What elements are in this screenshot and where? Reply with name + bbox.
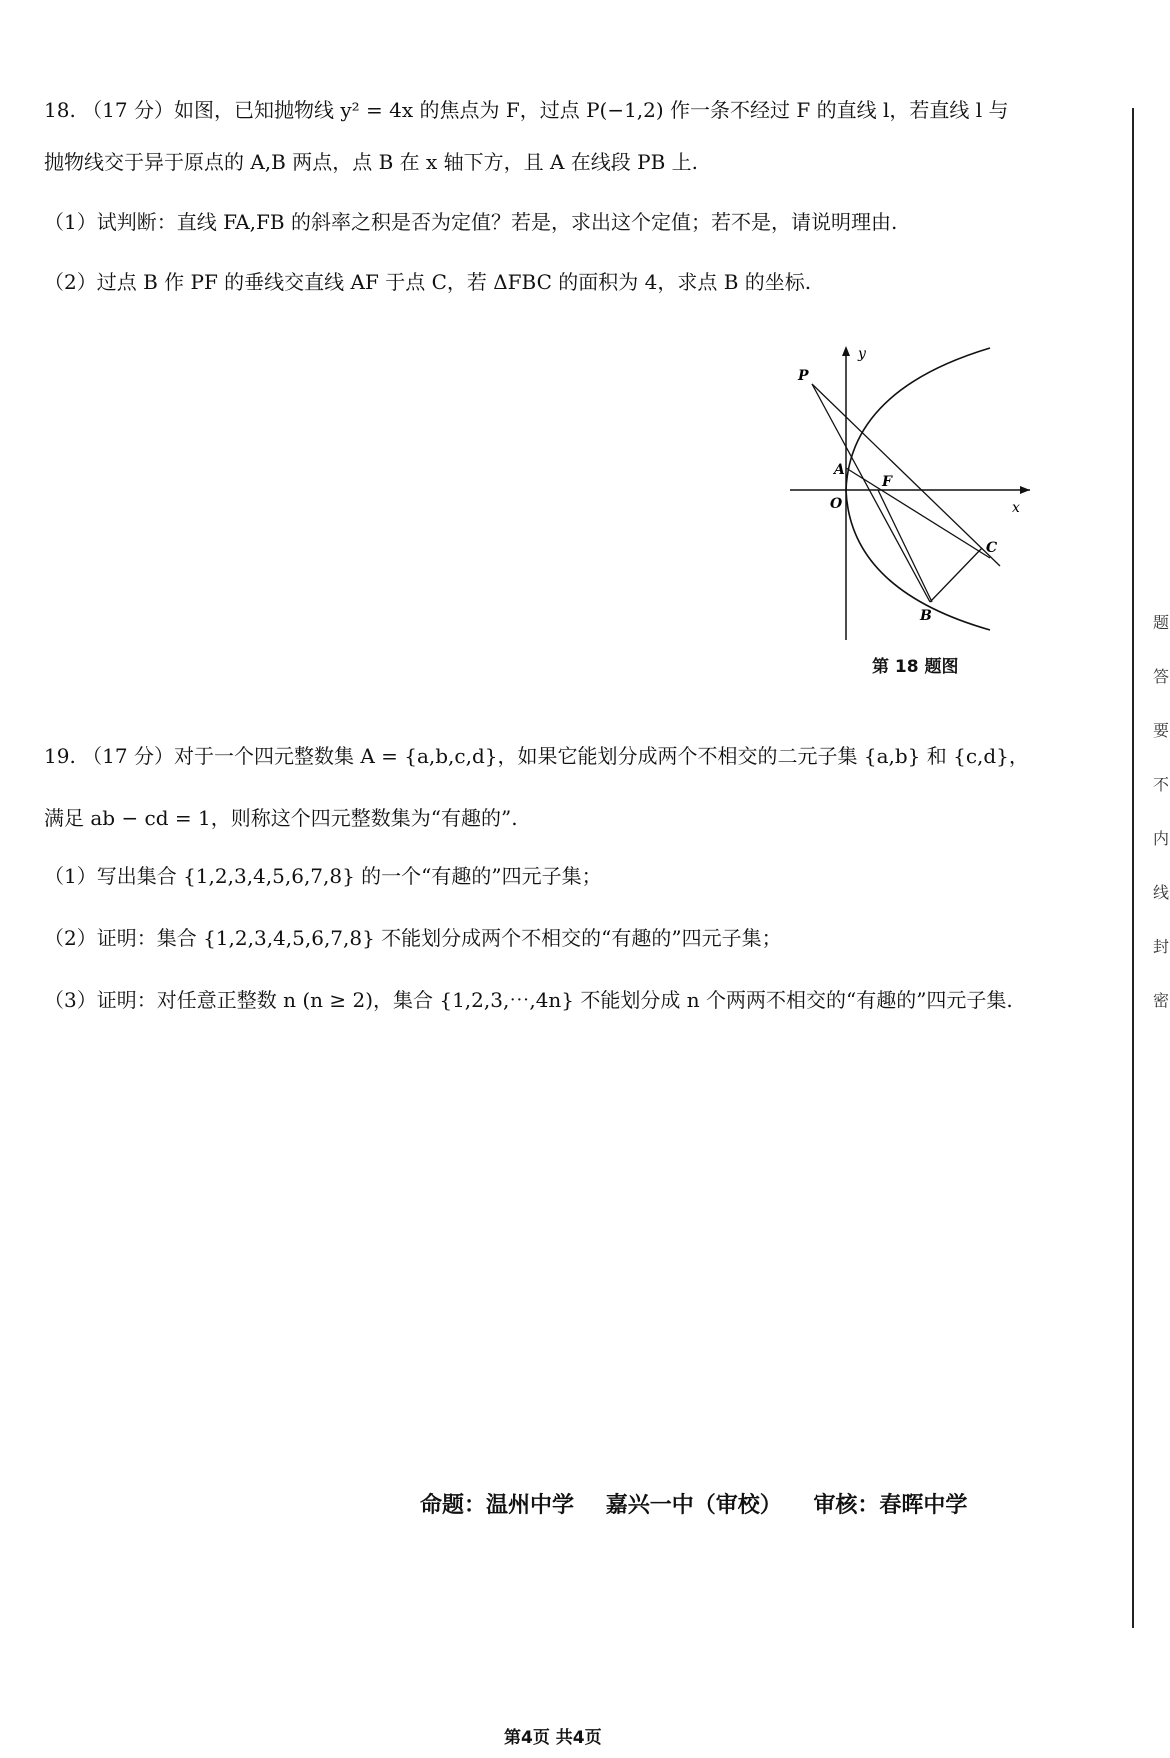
q18-part1: （1）试判断：直线 FA,FB 的斜率之积是否为定值？若是，求出这个定值；若不是，请说明理由.	[44, 210, 898, 234]
label-p: P	[798, 368, 809, 384]
proposer: 命题：温州中学	[420, 1493, 575, 1518]
label-f: F	[882, 474, 892, 490]
parabola-curve	[846, 348, 990, 630]
side-seal-text: 题答要不内线封密	[1152, 613, 1169, 1010]
q19-part2: （2）证明：集合 {1,2,3,4,5,6,7,8} 不能划分成两个不相交的“有趣的”四元子集；	[44, 926, 782, 950]
label-a: A	[834, 462, 845, 478]
line-pb	[812, 384, 930, 602]
q19-line1: 19. （17 分）对于一个四元整数集 A = {a,b,c,d}，如果它能划分成两个不相交的二元子集 {a,b} 和 {c,d}，	[44, 744, 1029, 768]
q19-part3: （3）证明：对任意正整数 n (n ≥ 2)，集合 {1,2,3,⋯,4n} 不能划分成 n 个两两不相交的“有趣的”四元子集.	[44, 988, 1013, 1012]
x-axis-arrow	[1020, 486, 1030, 494]
q18-line2: 抛物线交于异于原点的 A,B 两点，点 B 在 x 轴下方，且 A 在线段 PB 上.	[44, 150, 699, 174]
margin-rule	[1132, 108, 1134, 1628]
label-b: B	[920, 608, 932, 624]
label-o: O	[830, 496, 843, 512]
q19-part1: （1）写出集合 {1,2,3,4,5,6,7,8} 的一个“有趣的”四元子集；	[44, 864, 602, 888]
label-y: y	[858, 346, 866, 362]
label-c: C	[986, 540, 998, 556]
line-fb	[878, 490, 932, 602]
reviewer: 审核：春晖中学	[813, 1493, 968, 1518]
figure-caption: 第 18 题图	[872, 657, 959, 677]
page-number: 第4页 共4页	[504, 1728, 602, 1748]
parabola-figure	[790, 340, 1050, 640]
q18-line1: 18. （17 分）如图，已知抛物线 y² = 4x 的焦点为 F，过点 P(−1,2) 作一条不经过 F 的直线 l，若直线 l 与	[44, 98, 1009, 122]
label-x: x	[1012, 500, 1020, 516]
q19-line2: 满足 ab − cd = 1，则称这个四元整数集为“有趣的”.	[44, 806, 518, 830]
y-axis-arrow	[842, 346, 850, 356]
line-af	[846, 468, 990, 558]
line-bc	[930, 548, 982, 602]
credits	[420, 1488, 991, 1519]
q18-part2: （2）过点 B 作 PF 的垂线交直线 AF 于点 C，若 ΔFBC 的面积为 4，求点 B 的坐标.	[44, 270, 812, 294]
school2: 嘉兴一中（审校）	[605, 1493, 782, 1518]
